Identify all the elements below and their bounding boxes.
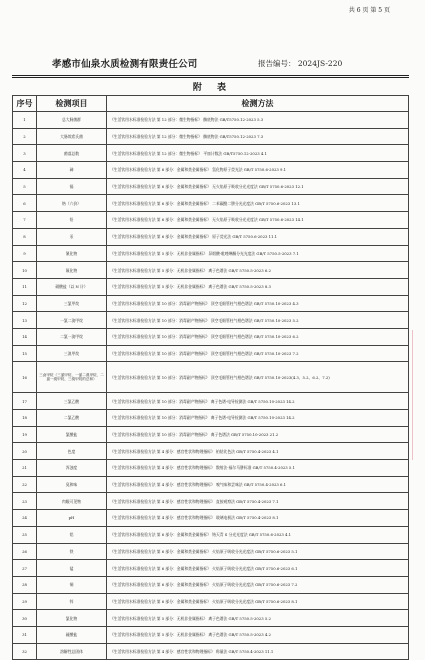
row-number: 28 <box>13 576 37 593</box>
test-method: 《生活饮用水标准检验方法 第 10 部分：消毒副产物指标》 离子色谱-电导检测法 GB/T 5750.10-2023 14.2 <box>107 410 409 427</box>
test-item: pH <box>37 510 107 527</box>
test-item: 溶解性总固体 <box>37 643 107 660</box>
test-item: 大肠埃希氏菌 <box>37 128 107 145</box>
row-number: 27 <box>13 560 37 577</box>
test-item: 三溴甲烷 <box>37 345 107 362</box>
test-item: 浑浊度 <box>37 460 107 477</box>
test-item: 三氯乙酸 <box>37 393 107 410</box>
table-row <box>13 560 409 577</box>
test-method: 《生活饮用水标准检验方法 第 4 部分：感官性状和物理指标》 嗅气味和尝味法 GB/T 5750.4-2023 6.1 <box>107 476 409 493</box>
row-number: 22 <box>13 476 37 493</box>
table-row <box>13 145 409 162</box>
table-row <box>13 345 409 362</box>
table-row <box>13 476 409 493</box>
test-item: 硝酸盐（以 N 计） <box>37 278 107 295</box>
test-item: 锰 <box>37 560 107 577</box>
test-item: 铜 <box>37 576 107 593</box>
test-item: 氟化物 <box>37 262 107 279</box>
table-row <box>13 393 409 410</box>
test-method: 《生活饮用水标准检验方法 第 4 部分：感官性状和物理指标》 称量法 GB/T 5750.4-2023 11.1 <box>107 643 409 660</box>
test-method: 《生活饮用水标准检验方法 第 12 部分：微生物指标》 酶底物法 GB/T5750.12-2023 7.3 <box>107 128 409 145</box>
table-row <box>13 610 409 627</box>
row-number: 32 <box>13 643 37 660</box>
row-number: 15 <box>13 345 37 362</box>
row-number: 3 <box>13 145 37 162</box>
row-number: 10 <box>13 262 37 279</box>
test-method: 《生活饮用水标准检验方法 第 4 部分：感官性状和物理指标》 铂钴比色法 GB/T 5750.4-2023 4.1 <box>107 443 409 460</box>
row-number: 30 <box>13 610 37 627</box>
test-item: 臭和味 <box>37 476 107 493</box>
test-item: 铝 <box>37 526 107 543</box>
test-item: 硫酸盐 <box>37 626 107 643</box>
test-item: 三氯甲烷 <box>37 295 107 312</box>
row-number: 11 <box>13 278 37 295</box>
table-row <box>13 526 409 543</box>
test-method: 《生活饮用水标准检验方法 第 10 部分：消毒副产物指标》 离子色谱-电导检测法 GB/T 5750.10-2023 14.2 <box>107 393 409 410</box>
test-method: 《生活饮用水标准检验方法 第 12 部分：微生物指标》 酶底物法 GB/T5750.12-2023 5.3 <box>107 112 409 129</box>
row-number: 12 <box>13 295 37 312</box>
test-method: 《生活饮用水标准检验方法 第 5 部分：无机非金属指标》 离子色谱法 GB/T 5750.5-2023 4.2 <box>107 626 409 643</box>
test-item: 铁 <box>37 543 107 560</box>
test-method: 《生活饮用水标准检验方法 第 5 部分：无机非金属指标》 离子色谱法 GB/T 5750.5-2023 5.2 <box>107 610 409 627</box>
row-number: 18 <box>13 410 37 427</box>
test-item: 铅 <box>37 212 107 229</box>
row-number: 5 <box>13 178 37 195</box>
table-row <box>13 128 409 145</box>
table-row <box>13 426 409 443</box>
table-row <box>13 460 409 477</box>
table-row <box>13 626 409 643</box>
test-method: 《生活饮用水标准检验方法 第 4 部分：感官性状和物理指标》 直接观察法 GB/T 5750.4-2023 7.1 <box>107 493 409 510</box>
test-method: 《生活饮用水标准检验方法 第 10 部分：消毒副产物指标》 顶空毛细管柱气相色谱法 GB/T 5750.10-2023 7.2 <box>107 345 409 362</box>
row-number: 13 <box>13 312 37 329</box>
row-number: 14 <box>13 328 37 345</box>
test-method: 《生活饮用水标准检验方法 第 10 部分：消毒副产物指标》 顶空毛细管柱气相色谱法 GB/T 5750.10-2023 4.3 <box>107 295 409 312</box>
table-row <box>13 295 409 312</box>
table-row <box>13 162 409 179</box>
test-item: 色度 <box>37 443 107 460</box>
table-row <box>13 510 409 527</box>
table-row <box>13 443 409 460</box>
test-method: 《生活饮用水标准检验方法 第 5 部分：无机非金属指标》 异烟酸-吡唑啉酮分光光度法 GB/T 5750.5-2023 7.1 <box>107 245 409 262</box>
test-method: 《生活饮用水标准检验方法 第 6 部分：金属和类金属指标》 无火焰原子吸收分光光度法 GB/T 5750.6-2023 12.1 <box>107 178 409 195</box>
row-number: 29 <box>13 593 37 610</box>
row-number: 16 <box>13 362 37 393</box>
table-row <box>13 410 409 427</box>
test-method: 《生活饮用水标准检验方法 第 6 部分：金属和类金属指标》 火焰原子吸收分光光度法 GB/T 5750.6-2023 8.1 <box>107 593 409 610</box>
test-method: 《生活饮用水标准检验方法 第 5 部分：无机非金属指标》 离子色谱法 GB/T 5750.5-2023 6.2 <box>107 262 409 279</box>
test-item: 砷 <box>37 162 107 179</box>
table-row <box>13 576 409 593</box>
test-item: 锌 <box>37 593 107 610</box>
test-method: 《生活饮用水标准检验方法 第 10 部分：消毒副产物指标》 离子色谱法 GB/T 5750.10-2023 21.2 <box>107 426 409 443</box>
row-number: 8 <box>13 228 37 245</box>
row-number: 17 <box>13 393 37 410</box>
row-number: 6 <box>13 195 37 212</box>
row-number: 21 <box>13 460 37 477</box>
test-method: 《生活饮用水标准检验方法 第 12 部分：微生物指标》 平皿计数法 GB/T5750.12-2023 4.1 <box>107 145 409 162</box>
test-method: 《生活饮用水标准检验方法 第 6 部分：金属和类金属指标》 氢化物原子荧光法 GB/T 5750.6-2023 9.1 <box>107 162 409 179</box>
row-number: 31 <box>13 626 37 643</box>
methods-table <box>12 95 409 660</box>
test-method: 《生活饮用水标准检验方法 第 10 部分：消毒副产物指标》 顶空毛细管柱气相色谱法 GB/T 5750.10-2023 6.2 <box>107 328 409 345</box>
page-number: 共 6 页 第 5 页 <box>348 7 390 14</box>
table-row <box>13 212 409 229</box>
header-method: 检测方法 <box>107 96 409 112</box>
row-number: 26 <box>13 543 37 560</box>
row-number: 20 <box>13 443 37 460</box>
test-method: 《生活饮用水标准检验方法 第 6 部分：金属和类金属指标》 二苯碳酰二肼分光光度法 GB/T 5750.6-2023 13.1 <box>107 195 409 212</box>
table-row <box>13 228 409 245</box>
test-method: 《生活饮用水标准检验方法 第 4 部分：感官性状和物理指标》 散射法-福尔马肼标准 GB/T 5750.4-2023 5.1 <box>107 460 409 477</box>
test-item: 氯化物 <box>37 610 107 627</box>
row-number: 2 <box>13 128 37 145</box>
table-row <box>13 112 409 129</box>
test-method: 《生活饮用水标准检验方法 第 10 部分：消毒副产物指标》 顶空毛细管柱气相色谱法 GB/T 5750.10-2023 5.2 <box>107 312 409 329</box>
table-row <box>13 328 409 345</box>
row-number: 7 <box>13 212 37 229</box>
test-item: 汞 <box>37 228 107 245</box>
company-name: 孝感市仙泉水质检测有限责任公司 <box>52 59 198 70</box>
table-row <box>13 195 409 212</box>
test-method: 《生活饮用水标准检验方法 第 5 部分：无机非金属指标》 离子色谱法 GB/T 5750.5-2023 8.3 <box>107 278 409 295</box>
table-row <box>13 262 409 279</box>
table-row <box>13 278 409 295</box>
test-method: 《生活饮用水标准检验方法 第 6 部分：金属和类金属指标》 原子荧光法 GB/T 5750.6-2023 11.1 <box>107 228 409 245</box>
row-number: 4 <box>13 162 37 179</box>
table-row <box>13 312 409 329</box>
table-row <box>13 362 409 393</box>
test-method: 《生活饮用水标准检验方法 第 10 部分：消毒副产物指标》 顶空毛细管柱气相色谱法 GB/T 5750.10-2023(4.3、5.2、6.2、7.2) <box>107 362 409 393</box>
table-header-row <box>13 96 409 112</box>
header-rule <box>12 75 409 76</box>
test-method: 《生活饮用水标准检验方法 第 6 部分：金属和类金属指标》 铬天青 S 分光光度法 GB/T 5750.6-2023 4.1 <box>107 526 409 543</box>
row-number: 19 <box>13 426 37 443</box>
row-number: 25 <box>13 526 37 543</box>
test-method: 《生活饮用水标准检验方法 第 6 部分：金属和类金属指标》 火焰原子吸收分光光度法 GB/T 5750.6-2023 6.1 <box>107 560 409 577</box>
test-item: 菌落总数 <box>37 145 107 162</box>
table-row <box>13 245 409 262</box>
table-row <box>13 493 409 510</box>
table-row <box>13 593 409 610</box>
test-item: 三卤甲烷（三氯甲烷、一氯二溴甲烷、二氯一溴甲烷、三溴甲烷的总和） <box>37 362 107 393</box>
test-item: 二氯乙酸 <box>37 410 107 427</box>
test-method: 《生活饮用水标准检验方法 第 6 部分：金属和类金属指标》 无火焰原子吸收分光光度法 GB/T 5750.6-2023 14.1 <box>107 212 409 229</box>
test-item: 二氯一溴甲烷 <box>37 328 107 345</box>
test-method: 《生活饮用水标准检验方法 第 4 部分：感官性状和物理指标》 玻璃电极法 GB/T 5750.4-2023 8.1 <box>107 510 409 527</box>
row-number: 24 <box>13 510 37 527</box>
row-number: 9 <box>13 245 37 262</box>
header-no: 序号 <box>13 96 37 112</box>
appendix-title: 附 表 <box>192 83 233 93</box>
table-row <box>13 178 409 195</box>
header-rule-thin <box>12 77 409 78</box>
test-item: 镉 <box>37 178 107 195</box>
test-item: 总大肠菌群 <box>37 112 107 129</box>
table-body <box>13 112 409 660</box>
table-row <box>13 543 409 560</box>
row-number: 23 <box>13 493 37 510</box>
header-item: 检测项目 <box>37 96 107 112</box>
test-item: 氰化物 <box>37 245 107 262</box>
test-item: 肉眼可见物 <box>37 493 107 510</box>
test-item: 一氯二溴甲烷 <box>37 312 107 329</box>
test-item: 氯酸盐 <box>37 426 107 443</box>
report-number: 报告编号： 2024JS-220 <box>258 59 343 68</box>
test-item: 铬（六价） <box>37 195 107 212</box>
table-row <box>13 643 409 660</box>
row-number: 1 <box>13 112 37 129</box>
test-method: 《生活饮用水标准检验方法 第 6 部分：金属和类金属指标》 火焰原子吸收分光光度法 GB/T 5750.6-2023 7.2 <box>107 576 409 593</box>
seal-mark <box>412 330 425 460</box>
test-method: 《生活饮用水标准检验方法 第 6 部分：金属和类金属指标》 火焰原子吸收分光光度法 GB/T 5750.6-2023 5.1 <box>107 543 409 560</box>
